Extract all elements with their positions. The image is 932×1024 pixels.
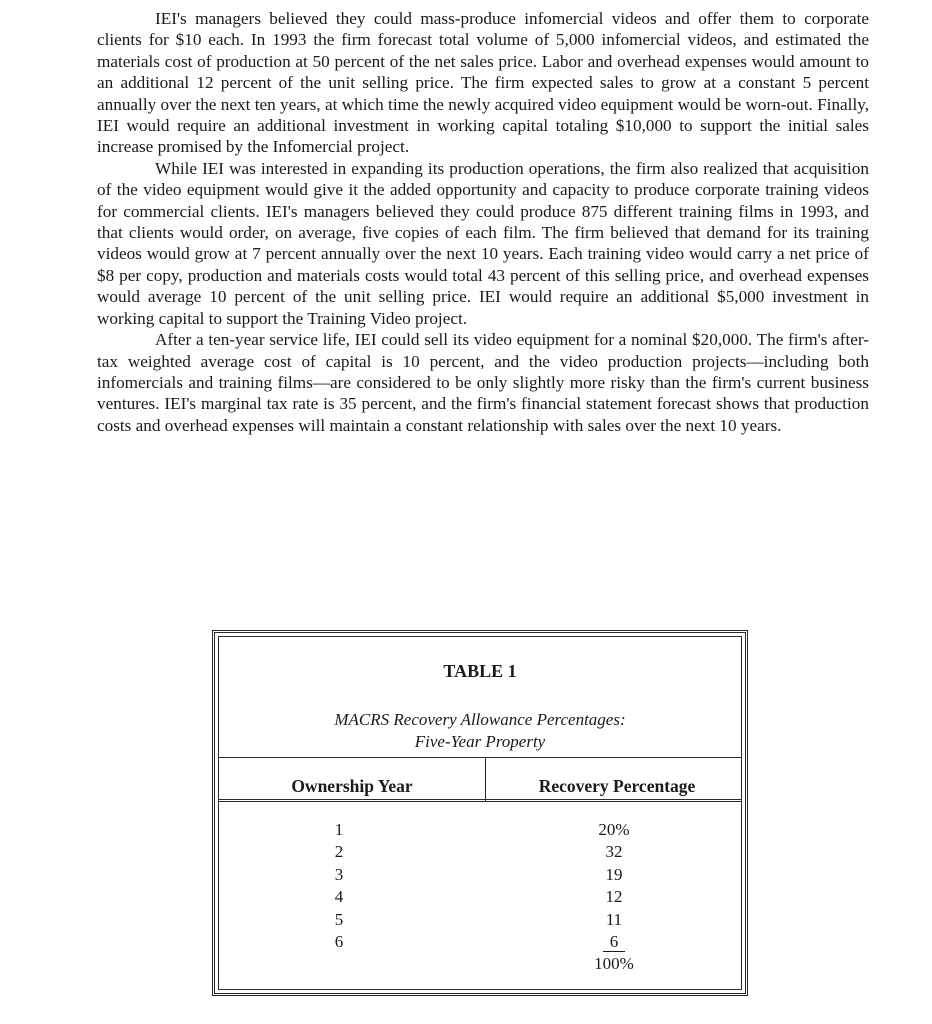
table-cell-percentage: 6 (603, 932, 626, 952)
body-text (97, 8, 869, 436)
column-header-recovery-percentage: Recovery Percentage (538, 776, 696, 796)
table-subtitle-line-1: MACRS Recovery Allowance Percentages: (334, 710, 626, 729)
table-cell-year: 3 (334, 864, 344, 884)
macrs-table (212, 630, 748, 996)
table-cell-year: 6 (334, 931, 344, 951)
header-divider (219, 757, 741, 758)
table-subtitle (219, 709, 741, 753)
table-cell-total: 100% (594, 954, 634, 974)
paragraph-service-life: After a ten-year service life, IEI could sell its video equipment for a nominal $20,000. The firm's after-tax weighted average cost of capital is 10 percent, and the video production projects—including both infomercials and training films—are considered to be only slightly more risky than the firm's current business ventures. IEI's marginal tax rate is 35 percent, and the firm's financial statement forecast shows that production costs and overhead expenses will maintain a constant relationship with sales over the next 10 years. (97, 330, 869, 435)
table-subtitle-line-2: Five-Year Property (414, 732, 546, 751)
table-cell-year: 1 (334, 820, 344, 839)
table-cell-year: 4 (334, 887, 344, 907)
ownership-year-column (319, 819, 359, 953)
recovery-percentage-column (579, 819, 649, 976)
table-cell-year: 5 (334, 909, 344, 929)
table-cell-percentage: 19 (605, 864, 623, 884)
table-cell-year: 2 (334, 842, 344, 862)
table-title: TABLE 1 (443, 661, 517, 681)
table-cell-percentage: 11 (605, 909, 623, 929)
table-cell-percentage: 32 (605, 842, 623, 862)
table-cell-percentage: 12 (605, 887, 623, 907)
paragraph-training-video: While IEI was interested in expanding its production operations, the firm also realized that acquisition of the video equipment would give it the added opportunity and capacity to produce corporate training videos for commercial clients. IEI's managers believed they could produce 875 different training films in 1993, and that clients would order, on average, five copies of each film. The firm believed that demand for its training videos would grow at 7 percent annually over the next 10 years. Each training video would carry a net price of $8 per copy, production and materials costs would total 43 percent of this selling price, and overhead expenses would average 10 percent of the unit selling price. IEI would require an additional $5,000 investment in working capital to support the Training Video project. (97, 158, 869, 328)
column-header-divider (219, 799, 741, 802)
table-inner-border (218, 636, 742, 990)
table-cell-percentage: 20% (598, 820, 630, 839)
column-header-ownership-year: Ownership Year (291, 776, 413, 796)
paragraph-infomercial: IEI's managers believed they could mass-produce infomercial videos and offer them to corporate clients for $10 each. In 1993 the firm forecast total volume of 5,000 infomercial videos, and estimated the materials cost of production at 50 percent of the net sales price. Labor and overhead expenses would amount to an additional 12 percent of the unit selling price. The firm expected sales to grow at a constant 5 percent annually over the next ten years, at which time the newly acquired video equipment would be worn-out. Finally, IEI would require an additional investment in working capital totaling $10,000 to support the initial sales increase promised by the Infomercial project. (97, 9, 869, 157)
